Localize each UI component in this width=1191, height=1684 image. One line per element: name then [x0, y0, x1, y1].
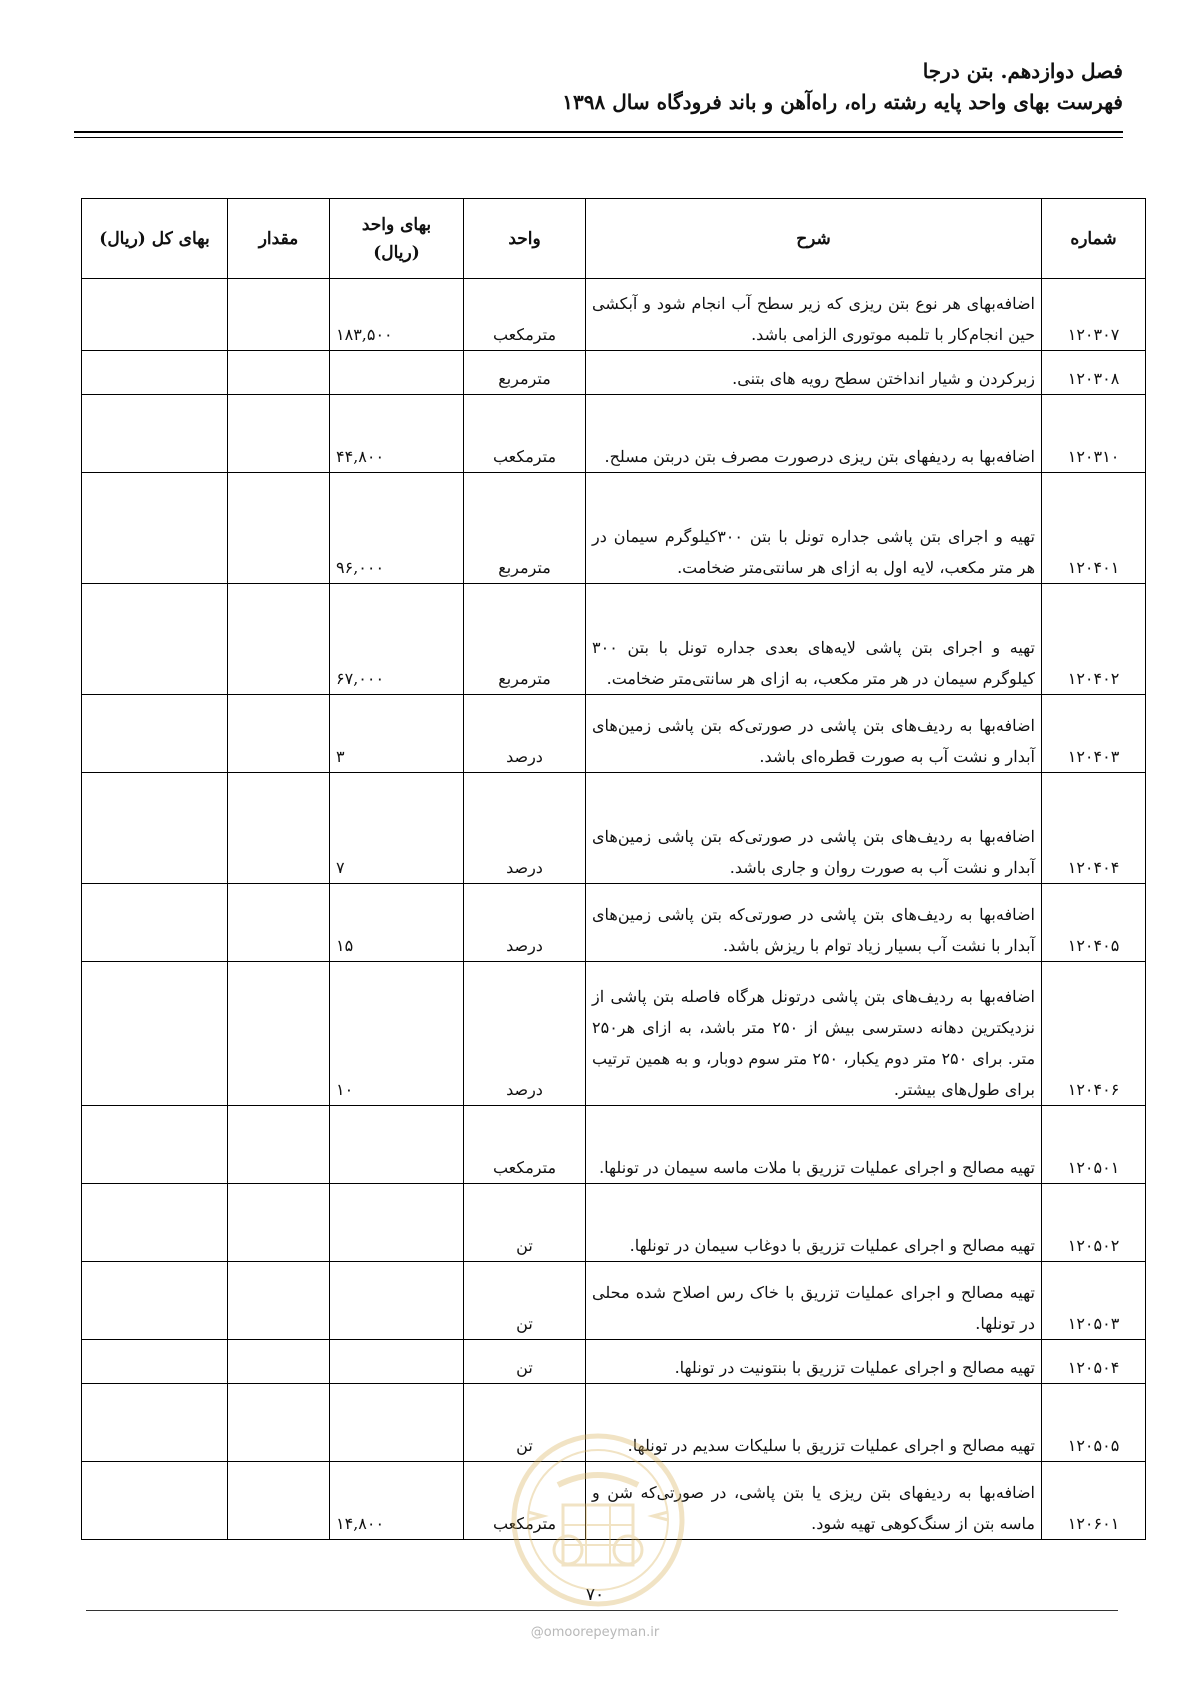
- table-row: [82, 351, 1146, 395]
- table-row: [82, 1106, 1146, 1184]
- item-quantity: [228, 1384, 330, 1462]
- item-description: اضافه‌بها به ردیف‌های بتن پاشی در صورتی‌که بتن پاشی زمین‌های آبدار و نشت آب به صورت روان و جاری باشد.: [586, 773, 1042, 884]
- item-unit: تن: [464, 1340, 586, 1384]
- item-unit-price: ۳: [330, 695, 464, 773]
- item-total: [82, 1384, 228, 1462]
- chapter-title: فصل دوازدهم. بتن درجا: [922, 59, 1123, 83]
- item-total: [82, 695, 228, 773]
- item-unit: مترمربع: [464, 584, 586, 695]
- item-description: اضافه‌بها به ردیف‌های بتن پاشی در صورتی‌که بتن پاشی زمین‌های آبدار و نشت آب به صورت قطره‌ای باشد.: [586, 695, 1042, 773]
- item-description: تهیه مصالح و اجرای عملیات تزریق با خاک رس اصلاح شده محلی در تونلها.: [586, 1262, 1042, 1340]
- item-quantity: [228, 884, 330, 962]
- table-row: [82, 1262, 1146, 1340]
- item-unit-price: ۱۰: [330, 962, 464, 1106]
- item-total: [82, 962, 228, 1106]
- page-header: [68, 56, 1123, 118]
- item-quantity: [228, 584, 330, 695]
- item-quantity: [228, 1462, 330, 1540]
- item-unit-price: ۴۴,۸۰۰: [330, 395, 464, 473]
- item-unit-price: ۱۵: [330, 884, 464, 962]
- item-code: ۱۲۰۴۰۵: [1042, 884, 1146, 962]
- item-quantity: [228, 1184, 330, 1262]
- item-description: اضافه‌بها به ردیف‌های بتن پاشی درتونل هرگاه فاصله بتن پاشی از نزدیکترین دهانه دسترسی بیش از ۲۵۰ متر باشد، به ازای هر۲۵۰ متر. برای ۲۵۰ متر دوم یکبار، ۲۵۰ متر سوم دوبار، و به همین ترتیب برای طول‌های بیشتر.: [586, 962, 1042, 1106]
- item-unit-price: ۷: [330, 773, 464, 884]
- item-code: ۱۲۰۴۰۳: [1042, 695, 1146, 773]
- table-row: [82, 884, 1146, 962]
- publisher-seal-watermark: [508, 1430, 688, 1610]
- item-unit: درصد: [464, 773, 586, 884]
- item-unit: مترمربع: [464, 351, 586, 395]
- item-unit: تن: [464, 1384, 586, 1462]
- item-code: ۱۲۰۴۰۲: [1042, 584, 1146, 695]
- item-code: ۱۲۰۵۰۱: [1042, 1106, 1146, 1184]
- item-unit: مترمربع: [464, 473, 586, 584]
- item-code: ۱۲۰۵۰۴: [1042, 1340, 1146, 1384]
- table-header-row: [82, 199, 1146, 279]
- item-code: ۱۲۰۴۰۴: [1042, 773, 1146, 884]
- item-quantity: [228, 279, 330, 351]
- header-rule-thick: [74, 131, 1123, 133]
- price-table: [81, 198, 1146, 1540]
- item-unit: تن: [464, 1184, 586, 1262]
- table-row: [82, 962, 1146, 1106]
- item-unit-price: ۹۶,۰۰۰: [330, 473, 464, 584]
- table-row: [82, 473, 1146, 584]
- col-header-unit: واحد: [464, 199, 586, 279]
- item-quantity: [228, 695, 330, 773]
- table-row: [82, 279, 1146, 351]
- table-row: [82, 1340, 1146, 1384]
- item-quantity: [228, 1106, 330, 1184]
- item-description: تهیه مصالح و اجرای عملیات تزریق با سلیکات سدیم در تونلها.: [586, 1384, 1042, 1462]
- item-total: [82, 279, 228, 351]
- item-total: [82, 395, 228, 473]
- col-header-code: شماره: [1042, 199, 1146, 279]
- item-total: [82, 773, 228, 884]
- item-description: اضافه‌بهای هر نوع بتن ریزی که زیر سطح آب انجام شود و آبکشی حین انجام‌کار با تلمبه موتوری الزامی باشد.: [586, 279, 1042, 351]
- item-description: تهیه و اجرای بتن پاشی جداره تونل با بتن ۳۰۰کیلوگرم سیمان در هر متر مکعب، لایه اول به ازای هر سانتی‌متر ضخامت.: [586, 473, 1042, 584]
- item-unit: مترمکعب: [464, 1462, 586, 1540]
- col-header-description: شرح: [586, 199, 1042, 279]
- item-total: [82, 1262, 228, 1340]
- publisher-website-watermark: @omoorepeyman.ir: [530, 1625, 660, 1640]
- item-code: ۱۲۰۶۰۱: [1042, 1462, 1146, 1540]
- item-description: زبرکردن و شیار انداختن سطح رویه های بتنی.: [586, 351, 1042, 395]
- item-unit: درصد: [464, 884, 586, 962]
- item-description: اضافه‌بها به ردیفهای بتن ریزی درصورت مصرف بتن دربتن مسلح.: [586, 395, 1042, 473]
- item-total: [82, 351, 228, 395]
- item-unit-price: ۱۴,۸۰۰: [330, 1462, 464, 1540]
- item-quantity: [228, 395, 330, 473]
- item-description: تهیه و اجرای بتن پاشی لایه‌های بعدی جداره تونل با بتن ۳۰۰ کیلوگرم سیمان در هر متر مکعب، به ازای هر سانتی‌متر ضخامت.: [586, 584, 1042, 695]
- table-row: [82, 1184, 1146, 1262]
- item-unit: مترمکعب: [464, 279, 586, 351]
- item-unit: درصد: [464, 962, 586, 1106]
- item-quantity: [228, 1340, 330, 1384]
- item-unit: مترمکعب: [464, 395, 586, 473]
- item-code: ۱۲۰۴۰۶: [1042, 962, 1146, 1106]
- item-unit-price: [330, 1184, 464, 1262]
- item-description: تهیه مصالح و اجرای عملیات تزریق با بنتونیت در تونلها.: [586, 1340, 1042, 1384]
- item-unit-price: [330, 351, 464, 395]
- item-code: ۱۲۰۳۰۸: [1042, 351, 1146, 395]
- document-title: فهرست بهای واحد پایه رشته راه، راه‌آهن و باند فرودگاه سال ۱۳۹۸: [562, 90, 1123, 114]
- table-row: [82, 395, 1146, 473]
- item-total: [82, 1462, 228, 1540]
- item-description: اضافه‌بها به ردیف‌های بتن پاشی در صورتی‌که بتن پاشی زمین‌های آبدار با نشت آب بسیار زیاد توام با ریزش باشد.: [586, 884, 1042, 962]
- item-quantity: [228, 351, 330, 395]
- item-total: [82, 473, 228, 584]
- item-description: تهیه مصالح و اجرای عملیات تزریق با دوغاب سیمان در تونلها.: [586, 1184, 1042, 1262]
- item-unit-price: [330, 1106, 464, 1184]
- item-unit-price: ۱۸۳,۵۰۰: [330, 279, 464, 351]
- col-header-unit-price-currency: (ریال): [373, 242, 420, 263]
- table-row: [82, 773, 1146, 884]
- item-total: [82, 884, 228, 962]
- item-unit-price: [330, 1340, 464, 1384]
- item-code: ۱۲۰۳۱۰: [1042, 395, 1146, 473]
- item-unit: درصد: [464, 695, 586, 773]
- item-quantity: [228, 773, 330, 884]
- item-code: ۱۲۰۵۰۲: [1042, 1184, 1146, 1262]
- col-header-unit-price-label: بهای واحد: [361, 214, 432, 235]
- item-description: اضافه‌بها به ردیفهای بتن ریزی یا بتن پاشی، در صورتی‌که شن و ماسه بتن از سنگ‌کوهی تهیه شود.: [586, 1462, 1042, 1540]
- item-code: ۱۲۰۳۰۷: [1042, 279, 1146, 351]
- col-header-total: بهای کل (ریال): [82, 199, 228, 279]
- item-code: ۱۲۰۵۰۵: [1042, 1384, 1146, 1462]
- item-total: [82, 584, 228, 695]
- item-code: ۱۲۰۴۰۱: [1042, 473, 1146, 584]
- item-code: ۱۲۰۵۰۳: [1042, 1262, 1146, 1340]
- col-header-unit-price: [330, 199, 464, 279]
- item-total: [82, 1106, 228, 1184]
- header-rule-thin: [74, 137, 1123, 138]
- item-unit-price: [330, 1262, 464, 1340]
- item-description: تهیه مصالح و اجرای عملیات تزریق با ملات ماسه سیمان در تونلها.: [586, 1106, 1042, 1184]
- item-unit: مترمکعب: [464, 1106, 586, 1184]
- col-header-quantity: مقدار: [228, 199, 330, 279]
- table-row: [82, 584, 1146, 695]
- footer-rule: [86, 1610, 1118, 1611]
- item-quantity: [228, 962, 330, 1106]
- item-unit: تن: [464, 1262, 586, 1340]
- item-unit-price: [330, 1384, 464, 1462]
- table-row: [82, 695, 1146, 773]
- item-quantity: [228, 473, 330, 584]
- item-total: [82, 1184, 228, 1262]
- item-total: [82, 1340, 228, 1384]
- item-unit-price: ۶۷,۰۰۰: [330, 584, 464, 695]
- page-number: ۷۰: [585, 1585, 605, 1605]
- item-quantity: [228, 1262, 330, 1340]
